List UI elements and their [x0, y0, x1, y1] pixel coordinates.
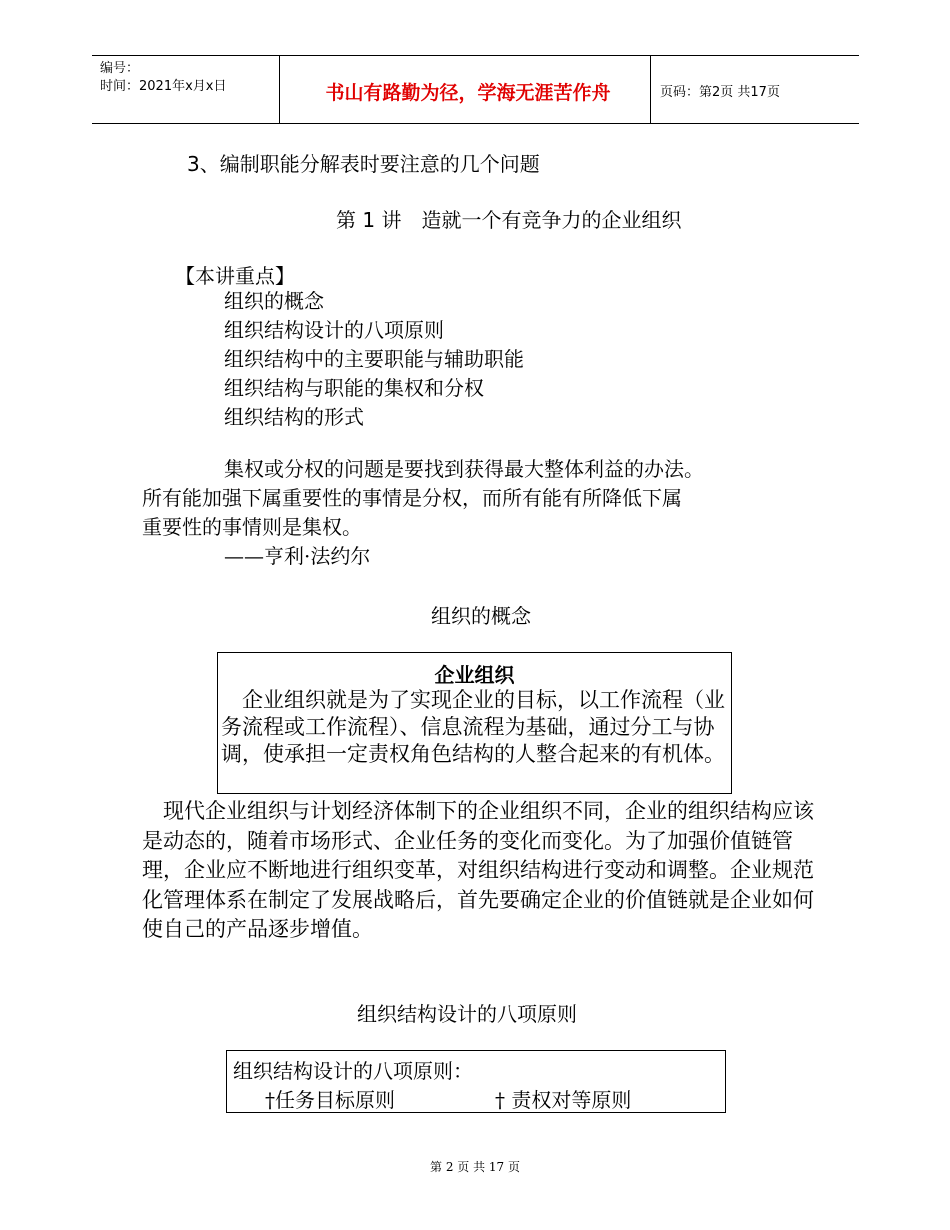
body-paragraph: 现代企业组织与计划经济体制下的企业组织不同，企业的组织结构应该是动态的，随着市场形式、企业任务的变化而变化。为了加强价值链管理，企业应不断地进行组织变革，对组织结构进行变动和调整。企业规范化管理体系在制定了发展战略后，首先要确定企业的价值链就是企业如何使自己的产品逐步增值。 — [142, 799, 814, 941]
header-meta — [100, 60, 226, 96]
principles-heading: 组织结构设计的八项原则 — [357, 1002, 577, 1026]
principles-box — [226, 1050, 726, 1113]
definition-box — [217, 652, 732, 794]
quote-author: ——亨利·法约尔 — [224, 544, 371, 568]
header-divider — [650, 56, 651, 123]
section-heading: 3、编制职能分解表时要注意的几个问题 — [187, 152, 540, 176]
lecture-title: 第 1 讲 造就一个有竞争力的企业组织 — [336, 208, 682, 232]
key-point-item: 组织结构设计的八项原则 — [224, 318, 444, 342]
key-point-item: 组织结构与职能的集权和分权 — [224, 376, 484, 400]
page-header — [92, 55, 859, 124]
principles-box-title: 组织结构设计的八项原则： — [233, 1059, 473, 1083]
quote-line: 集权或分权的问题是要找到获得最大整体利益的办法。 — [224, 457, 704, 481]
key-points-list — [224, 287, 524, 432]
concept-heading: 组织的概念 — [431, 604, 531, 628]
key-point-item: 组织结构的形式 — [224, 405, 364, 429]
quote-line: 所有能加强下属重要性的事情是分权，而所有能有所降低下属 — [142, 486, 682, 510]
principle-item: †任务目标原则 — [265, 1088, 395, 1112]
key-points-heading: 【本讲重点】 — [175, 264, 295, 288]
definition-title: 企业组织 — [434, 663, 515, 687]
key-point-item: 组织结构中的主要职能与辅助职能 — [224, 347, 524, 371]
header-time: 时间：2021年x月x日 — [100, 79, 227, 94]
header-page-info: 页码：第2页 共17页 — [660, 85, 780, 100]
header-number: 编号： — [100, 61, 140, 76]
page-footer: 第 2 页 共 17 页 — [430, 1160, 520, 1174]
principle-item: † 责权对等原则 — [495, 1088, 632, 1112]
definition-text: 企业组织就是为了实现企业的目标，以工作流程（业务流程或工作流程）、信息流程为基础，通过分工与协调，使承担一定责权角色结构的人整合起来的有机体。 — [221, 688, 725, 766]
header-motto: 书山有路勤为径，学海无涯苦作舟 — [325, 82, 611, 104]
quote-line: 重要性的事情则是集权。 — [142, 515, 362, 539]
header-divider — [279, 56, 280, 123]
key-point-item: 组织的概念 — [224, 289, 324, 313]
